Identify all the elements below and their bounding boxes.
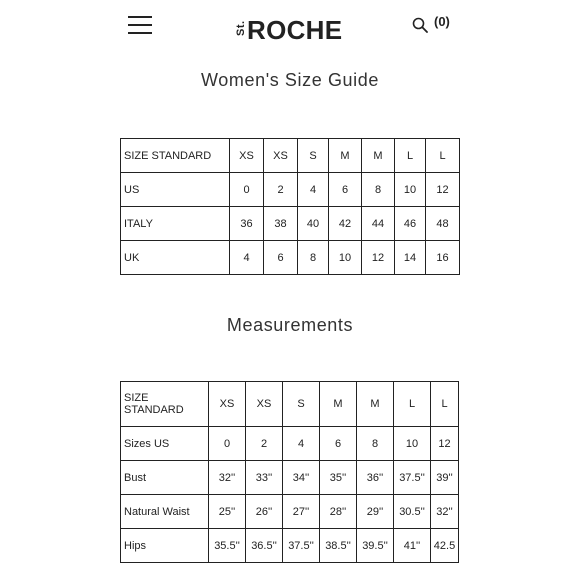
size-guide-cell: M: [362, 139, 395, 173]
measurements-cell: 39'': [431, 461, 459, 495]
logo-prefix: St.: [235, 20, 247, 36]
size-guide-table: [120, 138, 460, 275]
measurements-row-label: Sizes US: [121, 427, 209, 461]
size-guide-cell: L: [395, 139, 426, 173]
size-guide-cell: 14: [395, 241, 426, 275]
size-guide-cell: 48: [426, 207, 460, 241]
measurements-cell: 35'': [320, 461, 357, 495]
size-guide-row: [121, 241, 460, 275]
size-guide-cell: 38: [264, 207, 298, 241]
size-guide-cell: 2: [264, 173, 298, 207]
measurements-row: [121, 495, 459, 529]
logo-text: ROCHE: [247, 15, 343, 45]
measurements-cell: 39.5'': [357, 529, 394, 563]
measurements-cell: 27'': [283, 495, 320, 529]
size-guide-title: Women's Size Guide: [201, 70, 379, 90]
size-guide-cell: XS: [264, 139, 298, 173]
size-guide-row-label: US: [121, 173, 230, 207]
measurements-cell: 8: [357, 427, 394, 461]
size-guide-row: [121, 173, 460, 207]
measurements-row: [121, 382, 459, 427]
size-guide-cell: 4: [230, 241, 264, 275]
measurements-cell: 37.5'': [283, 529, 320, 563]
size-guide-cell: 44: [362, 207, 395, 241]
measurements-cell: 35.5'': [209, 529, 246, 563]
measurements-row-label: Bust: [121, 461, 209, 495]
size-guide-cell: L: [426, 139, 460, 173]
measurements-cell: 0: [209, 427, 246, 461]
measurements-cell: XS: [209, 382, 246, 427]
measurements-cell: 37.5'': [394, 461, 431, 495]
measurements-cell: S: [283, 382, 320, 427]
size-guide-cell: 42: [329, 207, 362, 241]
measurements-cell: M: [357, 382, 394, 427]
size-guide-row: [121, 139, 460, 173]
measurements-cell: 4: [283, 427, 320, 461]
measurements-cell: 25'': [209, 495, 246, 529]
measurements-cell: 32'': [209, 461, 246, 495]
measurements-cell: M: [320, 382, 357, 427]
size-guide-cell: 16: [426, 241, 460, 275]
size-guide-row-label: ITALY: [121, 207, 230, 241]
size-guide-cell: 40: [298, 207, 329, 241]
measurements-cell: 30.5'': [394, 495, 431, 529]
measurements-cell: 36'': [357, 461, 394, 495]
size-guide-row-label: UK: [121, 241, 230, 275]
measurements-cell: L: [431, 382, 459, 427]
size-guide-cell: 46: [395, 207, 426, 241]
size-guide-cell: 6: [329, 173, 362, 207]
size-guide-cell: 8: [298, 241, 329, 275]
measurements-cell: L: [394, 382, 431, 427]
measurements-title: Measurements: [226, 315, 354, 335]
measurements-cell: XS: [246, 382, 283, 427]
measurements-cell: 32'': [431, 495, 459, 529]
size-guide-cell: 10: [329, 241, 362, 275]
size-guide-row-label: SIZE STANDARD: [121, 139, 230, 173]
search-icon[interactable]: [412, 17, 428, 33]
measurements-cell: 38.5'': [320, 529, 357, 563]
size-guide-cell: 0: [230, 173, 264, 207]
measurements-cell: 41'': [394, 529, 431, 563]
size-guide-cell: XS: [230, 139, 264, 173]
measurements-cell: 33'': [246, 461, 283, 495]
cart-count[interactable]: (0): [434, 14, 450, 29]
measurements-cell: 34'': [283, 461, 320, 495]
size-guide-cell: 10: [395, 173, 426, 207]
measurements-row-label: Hips: [121, 529, 209, 563]
header: [0, 0, 580, 56]
size-guide-cell: 12: [362, 241, 395, 275]
measurements-row: [121, 427, 459, 461]
measurements-cell: 6: [320, 427, 357, 461]
size-guide-cell: 12: [426, 173, 460, 207]
size-guide-cell: M: [329, 139, 362, 173]
measurements-table: [120, 381, 459, 563]
menu-icon[interactable]: [128, 16, 152, 34]
measurements-row: [121, 529, 459, 563]
size-guide-cell: 6: [264, 241, 298, 275]
measurements-row-label: Natural Waist: [121, 495, 209, 529]
measurements-cell: 2: [246, 427, 283, 461]
measurements-row: [121, 461, 459, 495]
measurements-row-label: SIZE STANDARD: [121, 382, 209, 427]
size-guide-row: [121, 207, 460, 241]
size-guide-cell: 36: [230, 207, 264, 241]
measurements-cell: 26'': [246, 495, 283, 529]
measurements-cell: 36.5'': [246, 529, 283, 563]
size-guide-cell: S: [298, 139, 329, 173]
measurements-cell: 28'': [320, 495, 357, 529]
size-guide-cell: 8: [362, 173, 395, 207]
measurements-cell: 10: [394, 427, 431, 461]
measurements-cell: 29'': [357, 495, 394, 529]
logo[interactable]: [234, 11, 342, 43]
size-guide-cell: 4: [298, 173, 329, 207]
measurements-cell: 42.5: [431, 529, 459, 563]
measurements-cell: 12: [431, 427, 459, 461]
